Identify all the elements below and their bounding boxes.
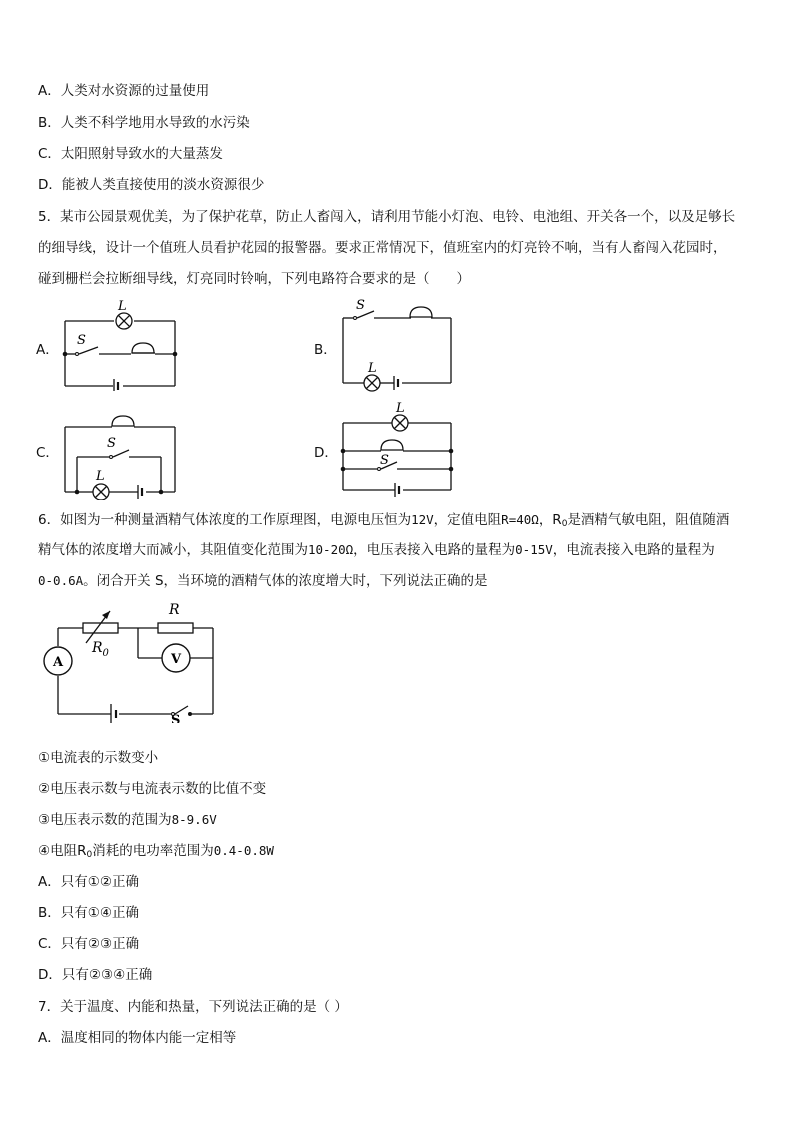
- q6-stem-line3: 0-0.6A。闭合开关 S，当环境的酒精气体的浓度增大时，下列说法正确的是: [38, 573, 488, 589]
- q4-option-d: D．能被人类直接使用的淡水资源很少: [38, 177, 265, 193]
- switch-label: S: [77, 333, 86, 348]
- q6-stem-line1: 6．如图为一种测量酒精气体浓度的工作原理图，电源电压恒为12V，定值电阻R=40Ω，$R_0$是酒精气敏电阻，阻值随酒: [38, 512, 730, 529]
- q6-circuit-diagram: [38, 598, 223, 723]
- voltmeter-icon: [162, 644, 190, 672]
- q6-option-a: A．只有①②正确: [38, 874, 139, 890]
- q6-statement-1: ①电流表的示数变小: [38, 750, 159, 766]
- circuit-a-diagram: [55, 296, 185, 391]
- q6-statement-3: ③电压表示数的范围为8-9.6V: [38, 812, 217, 828]
- q7-stem: 7．关于温度、内能和热量，下列说法正确的是（ ）: [38, 999, 348, 1015]
- switch-label: S: [107, 436, 116, 451]
- circuit-c-diagram: [55, 405, 185, 500]
- lamp-label: L: [118, 299, 127, 314]
- q6-option-b: B．只有①④正确: [38, 905, 139, 921]
- ammeter-icon: [44, 647, 72, 675]
- bell-icon: [112, 416, 134, 426]
- ammeter-label: A: [52, 655, 64, 670]
- lamp-label: L: [396, 401, 405, 416]
- q4-option-a: A．人类对水资源的过量使用: [38, 83, 210, 99]
- q5-label-d: D．: [314, 445, 338, 461]
- bell-icon: [381, 440, 403, 450]
- q5-stem-line3: 碰到栅栏会拉断细导线，灯亮同时铃响，下列电路符合要求的是（ ）: [38, 271, 470, 287]
- q6-stem-line2: 精气体的浓度增大而减小，其阻值变化范围为10-20Ω，电压表接入电路的量程为0-15V，电流表接入电路的量程为: [38, 542, 715, 558]
- q4-option-b: B．人类不科学地用水导致的水污染: [38, 115, 250, 131]
- switch-label: S: [171, 713, 181, 723]
- q5-label-b: B．: [314, 342, 337, 358]
- bell-icon: [410, 307, 432, 317]
- q4-option-c: C．太阳照射导致水的大量蒸发: [38, 146, 223, 162]
- bell-icon: [132, 343, 155, 353]
- lamp-label: L: [368, 361, 377, 376]
- r0-label: $R_0$: [92, 640, 109, 659]
- q5-label-c: C．: [36, 445, 59, 461]
- q6-statement-2: ②电压表示数与电流表示数的比值不变: [38, 781, 267, 797]
- q5-stem-line2: 的细导线，设计一个值班人员看护花园的报警器。要求正常情况下，值班室内的灯亮铃不响，当有人畜闯入花园时，: [38, 240, 727, 256]
- circuit-b-diagram: [336, 296, 461, 396]
- q6-option-d: D．只有②③④正确: [38, 967, 153, 983]
- voltmeter-label: V: [170, 652, 182, 667]
- circuit-d-diagram: [333, 398, 463, 498]
- lamp-icon: [93, 484, 109, 500]
- lamp-label: L: [96, 469, 105, 484]
- switch-label: S: [356, 298, 365, 313]
- r-label: R: [169, 602, 180, 618]
- lamp-icon: [116, 313, 132, 329]
- q6-statement-4: ④电阻$R_0$消耗的电功率范围为0.4-0.8W: [38, 843, 274, 860]
- q7-option-a: A．温度相同的物体内能一定相等: [38, 1030, 237, 1046]
- q6-option-c: C．只有②③正确: [38, 936, 140, 952]
- q5-label-a: A．: [36, 342, 59, 358]
- lamp-icon: [392, 415, 408, 431]
- fixed-resistor: [158, 623, 193, 633]
- lamp-icon: [364, 375, 380, 391]
- q5-stem-line1: 5．某市公园景观优美，为了保护花草，防止人畜闯入，请利用节能小灯泡、电铃、电池组、开关各一个，以及足够长: [38, 209, 736, 225]
- switch-label: S: [380, 453, 389, 468]
